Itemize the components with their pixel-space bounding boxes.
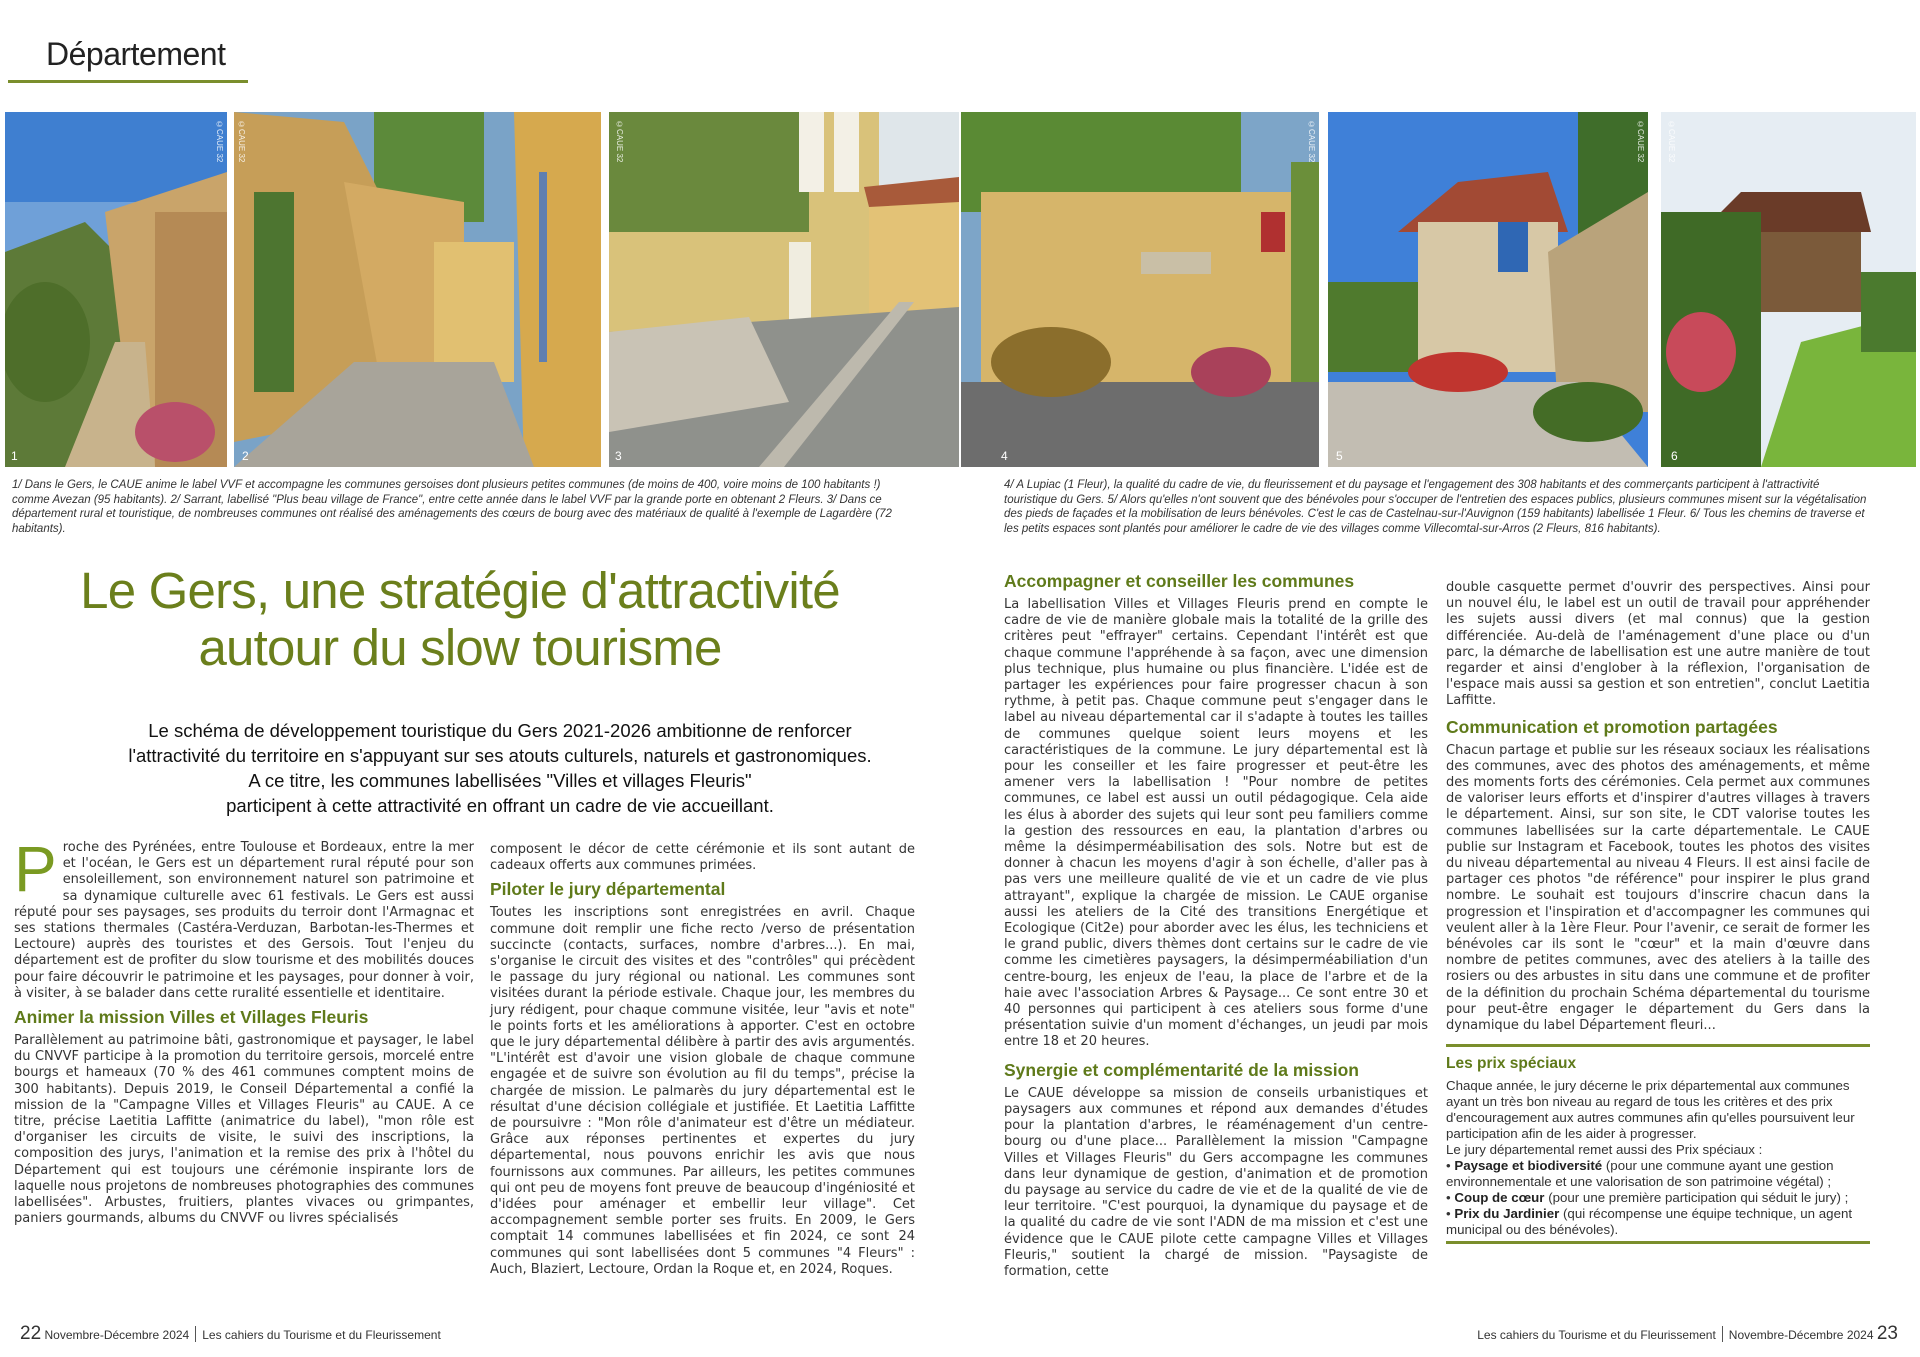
prix-item-name: Paysage et biodiversité [1454,1158,1603,1174]
photo-1 [5,112,227,467]
footer-publication-left: Les cahiers du Tourisme et du Fleurissement [202,1328,441,1342]
prix-list [1446,1158,1870,1238]
heading-synergie: Synergie et complémentarité de la mission [1004,1059,1359,1080]
footer-right [1477,1323,1898,1345]
photo-2 [234,112,601,467]
section-header: Département [46,36,226,72]
photo-caption-right: 4/ A Lupiac (1 Fleur), la qualité du cadre de vie, du fleurissement et du paysage et l'engagement des 308 habitants et des commerçants participent à l'attractivité touristique du Gers. 5/ Alors qu'elles n'ont souvent que des bénévoles pour s'occuper de l'entretien des espaces publics, plusieurs communes misent sur la végétalisation des pieds de façades et la mobilisation de leurs bénévoles. C'est le cas de Castelnau-sur-l'Auvignon (159 habitants) labellisée 1 Fleur. 6/ Tous les chemins de traverse et les petits espaces sont plantés pour améliorer le cadre de vie des villages comme Villecomtal-sur-Arros (2 Fleurs, 816 habitants). [1004,479,1867,535]
page-number-left: 22 [20,1323,42,1344]
photo-5 [1328,112,1648,467]
prix-item-name: Prix du Jardinier [1454,1206,1560,1222]
intro-line: participent à cette attractivité en offrant un cadre de vie accueillant. [226,795,774,816]
prix-intro: Chaque année, le jury décerne le prix départemental aux communes ayant un très bon niveau au regard de tous les critères et des prix d'encouragement aux autres communes afin qu'elles poursuivent leur participation afin de les aider à progresser. [1446,1078,1855,1142]
intro-line: Le schéma de développement touristique du Gers 2021-2026 ambitionne de renforcer [148,720,852,741]
heading-communication: Communication et promotion partagées [1446,716,1778,737]
photo-number: 5 [1336,449,1343,463]
photo-4 [961,112,1319,467]
article-column-2 [490,842,915,1278]
photo-credit: ©CAUE 32 [237,120,246,163]
title-line: autour du slow tourisme [198,619,722,676]
drop-cap: P [14,833,57,905]
paragraph: Toutes les inscriptions sont enregistrées en avril. Chaque commune doit remplir une fiche recto /verso de présentation succincte (contacts, surfaces, nombre d'arbres...). En mai, s'organise le circuit des visites et des "contrôles" qui précèdent le passage du jury régional ou national. Les communes sont visitées durant la période estivale. Chaque jour, les membres du jury rédigent, pour chaque commune visitée, leur "avis et note" le points forts et les améliorations à apporter. C'est en octobre que le jury départemental délibère à partir des avis argumentés. "L'intérêt est d'avoir une vision globale de chaque commune engagée et de suivre son évolution au fil du temps", précise la chargée de mission. Le palmarès du jury départemental est le résultat d'une décision collégiale et justifiée. Et Laetitia Laffitte de poursuivre : "Mon rôle d'animateur est d'être un médiateur. Grâce aux réponses pertinentes et expertes du jury départemental, nous pouvons enrichir les avis que nous fournissons aux communes. Par ailleurs, les petites communes qui ont peu de moyens font preuve de beaucoup d'ingéniosité et d'idées pour aménager et embellir leur village". Cet accompagnement semble porter ses fruits. En 2009, le Gers comptait 14 communes labellisées et fin 2024, ce sont 24 communes qui sont labellisées dont 5 communes "4 Fleurs" : Auch, Blaziert, Lectoure, Ordan la Roque et, en 2024, Roques. [490,905,915,1277]
photo-number: 2 [242,449,249,463]
photo-credit: ©CAUE 32 [615,120,624,163]
prix-item-desc: (pour une commune ayant une gestion environnementale et une valorisation de son patrimoine végétal) ; [1446,1158,1834,1190]
footer-publication-right: Les cahiers du Tourisme et du Fleurissement [1477,1328,1716,1342]
paragraph: Parallèlement au patrimoine bâti, gastronomique et paysager, le label du CNVVF participe à la promotion du territoire gersois, morcelé entre bourgs et hameaux (70 % des 461 communes comptent moins de 300 habitants). Depuis 2019, le Conseil Départemental a confié la mission de la "Campagne Villes et Villages Fleuris" au CAUE. A ce titre, précise Laetitia Laffitte (animatrice du label), "mon rôle est d'organiser les circuits de visite, le suivi des inscriptions, la composition des jurys, l'animation et la remise des prix à l'hôtel du Département qui est toujours une cérémonie inspirante lors de laquelle nous projetons de nombreuses photographies des communes labellisées". Arbustes, fruitiers, plantes vivaces ou grimpantes, paniers gourmands, albums du CNVVF ou livres spécialisés [14,1033,474,1227]
photo-number: 1 [11,449,18,463]
article-column-4 [1446,580,1870,1244]
prix-lead: Le jury départemental remet aussi des Prix spéciaux : [1446,1142,1763,1158]
intro-line-3: A ce titre, les communes labellisées "Villes et villages Fleuris" [248,770,752,791]
photo-credit: ©CAUE 32 [1307,120,1316,163]
photo-credit: ©CAUE 32 [1667,120,1676,163]
article-title [40,562,880,676]
photo-number: 4 [1001,449,1008,463]
footer-left [20,1323,441,1345]
paragraph: double casquette permet d'ouvrir des perspectives. Ainsi pour un nouvel élu, le label est un outil de travail pour appréhender les sujets aussi divers (et mal connus) que la gestion différenciée. Au-delà de l'aménagement d'une place ou d'un parc, la démarche de labellisation est une autre manière de tout regarder et ainsi d'englober à la réflexion, l'organisation de l'espace mais aussi sa gestion et son entretien", conclut Laetitia Laffitte. [1446,580,1870,709]
paragraph: La labellisation Villes et Villages Fleuris prend en compte le cadre de vie de manière globale mais la totalité de la grille des critères peut "effrayer" certains. Cependant l'intérêt est que chaque commune l'appréhende à sa façon, avec une dimension plus technique, plus humaine ou plus financière. L'idée est de partager les expériences pour faire progresser chacun à son rythme, à petit pas. Chaque commune peut s'engager dans le label au niveau départemental car il s'adapte à toutes les tailles de communes quelque soient leurs moyens et les caractéristiques de la commune. Le jury départemental est là pour les conseiller et les faire progresser et peut-être les amener vers la labellisation ! "Pour nombre de petites communes, ce label est aussi un outil pédagogique. Cela aide les élus à aborder des sujets qui leur sont peu familiers comme la gestion des ressources en eau, la plantation d'arbres ou même la désimperméabilisation des sols. Notre but est de donner à chacun les moyens d'agir à son échelle, d'aller pas à pas vers une meilleure qualité de vie et un cadre de vie plus attrayant", explique la chargée de mission. Le CAUE organise aussi les ateliers de la Cité des transitions Energétique et Ecologique (Cit2e) pour aborder avec les élus, les techniciens et le grand public, divers thèmes dont certains sur le cadre de vie comme les cimetières paysagers, la désimperméabiliation d'un centre-bourg, les enjeux de l'eau, la place de l'arbre et de la haie avec l'association Arbres & Paysage... Ce sont entre 30 et 40 personnes qui participent à ces ateliers sous forme d'une présentation suivie d'un moment d'échanges, un jeudi par mois entre 18 et 20 heures. [1004,597,1428,1050]
footer-separator [1722,1326,1723,1342]
title-line: Le Gers, une stratégie d'attractivité [80,562,840,619]
intro-line: l'attractivité du territoire en s'appuyant sur ses atouts culturels, naturels et gastronomiques. [128,745,872,766]
prix-item-name: Coup de cœur [1454,1190,1545,1206]
page-number-right: 23 [1876,1323,1898,1344]
photo-caption-left: 1/ Dans le Gers, le CAUE anime le label VVF et accompagne les communes gersoises dont plusieurs petites communes (de moins de 400, voire moins de 100 habitants !) comme Avezan (95 habitants). 2/ Sarrant, labellisé "Plus beau village de France", entre cette année dans le label VVF par la grande porte en obtenant 2 Fleurs. 3/ Dans ce département rural et touristique, de nombreuses communes ont réalisé des aménagements des cœurs de bourg avec des matériaux de qualité à l'exemple de Lagardère (72 habitants). [12,479,892,535]
heading-animer: Animer la mission Villes et Villages Fleuris [14,1007,369,1028]
footer-date-left: Novembre-Décembre 2024 [44,1328,190,1342]
photo-3 [609,112,959,467]
prix-item: • Coup de cœur (pour une première participation qui séduit le jury) ; [1446,1190,1849,1206]
prix-speciaux-box [1446,1044,1870,1244]
article-intro [40,718,960,818]
article-column-1 [14,833,474,1227]
paragraph: Chacun partage et publie sur les réseaux sociaux les réalisations des communes, avec des photos des aménagements, et même des moments forts des cérémonies. Cela permet aux communes de valoriser leurs efforts et d'inspirer d'autres villages à travers le département. Ainsi, sur son site, le CDT valorise toutes les communes labellisées sur la carte départementale. Le CAUE publie sur Instagram et Facebook, toutes les photos des visites du niveau départemental au niveau 4 Fleurs. Il est ainsi facile de partager ces photos "de référence" pour inspirer le plus grand nombre. Le souhait est toujours d'inscrire chacun dans la progression et l'inspiration et d'accompagner les communes qui veulent aller à la 1ère Fleur. Pour l'avenir, ce serait de former les bénévoles car ils sont le "cœur" et la main d'œuvre dans nombre de petites communes, avec des ateliers à la taille des rosiers ou des arbustes in situ dans une commune et de profiter de la définition du prochain Schéma départemental du tourisme pour peut-être engager le département du Gers dans la dynamique du label Département fleuri... [1446,742,1870,1034]
paragraph: composent le décor de cette cérémonie et ils sont autant de cadeaux offerts aux communes primées. [490,842,915,874]
paragraph [14,833,474,1002]
prix-item: • Prix du Jardinier (qui récompense une équipe technique, un agent municipal ou des bénévoles). [1446,1206,1853,1238]
heading-accompagner: Accompagner et conseiller les communes [1004,571,1355,591]
prix-title: Les prix spéciaux [1446,1055,1577,1073]
footer-separator [195,1326,196,1342]
section-rule [8,80,248,83]
photo-number: 3 [615,449,622,463]
photo-credit: ©CAUE 32 [1636,120,1645,163]
article-column-3 [1004,566,1428,1280]
paragraph: Le CAUE développe sa mission de conseils urbanistiques et paysagers aux communes et répond aux demandes d'études pour la plantation d'arbres, le réaménagement d'un centre-bourg ou d'une place... Parallèlement la mission "Campagne Villes et Villages Fleuris" du Gers accompagne les communes dans leur dynamique de gestion, d'animation et de promotion du paysage au service du cadre de vie et de la qualité de vie de leur territoire. "C'est pourquoi, la dynamique du paysage et de la qualité du cadre de vie sont l'ADN de ma mission et c'est une évidence que le CAUE pilote cette campagne Villes et Villages Fleuris," soutient la chargé de mission. "Paysagiste de formation, cette [1004,1085,1428,1279]
photo-number: 6 [1671,449,1678,463]
prix-item-desc: (qui récompense une équipe technique, un agent municipal ou des bénévoles). [1446,1206,1853,1238]
photo-credit: ©CAUE 32 [215,120,224,163]
photo-6 [1661,112,1916,467]
paragraph-text: roche des Pyrénées, entre Toulouse et Bordeaux, entre la mer et l'océan, le Gers est un département rural réputé pour son ensoleillement, son environnement naturel son patrimoine et sa dynamique culturelle avec 61 festivals. Le Gers est aussi réputé pour ses paysages, ses produits du terroir dont l'Armagnac et ses stations thermales (Castéra-Verduzan, Barbotan-les-Thermes et Lectoure) auprès des touristes et des Gersois. Tout l'enjeu du département est de profiter du slow tourisme et des mobilités douces pour faire découvrir le patrimoine et les paysages, pour donner à voir, à visiter, à se balader dans cette ruralité essentielle et identitaire. [14,840,474,1001]
prix-item: • Paysage et biodiversité (pour une commune ayant une gestion environnementale et une valorisation de son patrimoine végétal) ; [1446,1158,1834,1190]
footer-date-right: Novembre-Décembre 2024 [1728,1328,1874,1342]
heading-piloter: Piloter le jury départemental [490,879,726,900]
intro-line [40,768,960,793]
prix-item-desc: (pour une première participation qui séduit le jury) ; [1548,1190,1849,1206]
